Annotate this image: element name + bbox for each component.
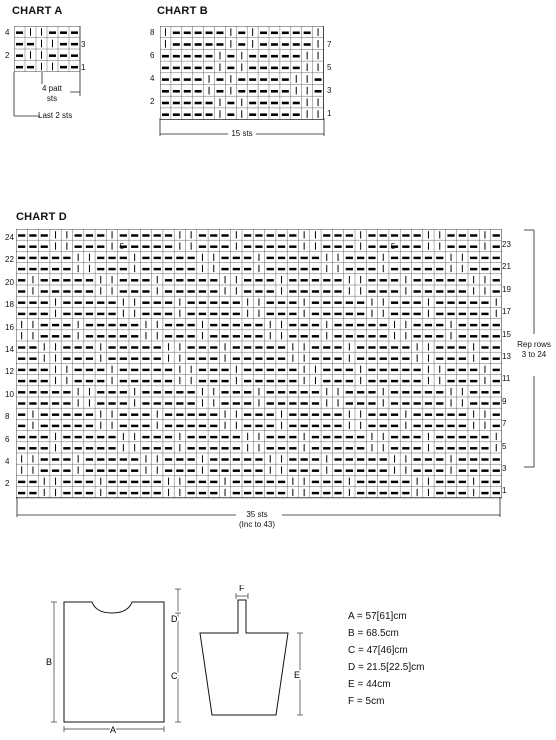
chart-d-repeat-label-line1: Rep rows [517, 340, 551, 349]
chart-a-title: CHART A [12, 5, 63, 17]
chart-b-title: CHART B [157, 5, 208, 17]
chart-a-row-1: 1 [81, 63, 86, 72]
measurement-d: D = 21.5[22.5]cm [348, 662, 425, 673]
body-label-b: B [46, 657, 53, 667]
chart-d-row-number-left: 12 [5, 367, 14, 377]
chart-b-row-1: 1 [327, 109, 332, 118]
chart-d-row-number-right: 3 [502, 464, 507, 473]
chart-b-row-4: 4 [150, 74, 155, 83]
chart-d-row-number-left: 14 [5, 345, 14, 354]
measurement-c: C = 47[46]cm [348, 645, 408, 656]
garment-schematic [40, 585, 330, 735]
chart-d-row-number-right: 5 [502, 441, 507, 451]
chart-d-title: CHART D [16, 211, 67, 223]
measurement-b: B = 68.5cm [348, 628, 399, 639]
sleeve-piece [200, 600, 288, 715]
body-label-d: D [171, 614, 178, 624]
chart-d-row-number-right: 13 [502, 352, 511, 361]
chart-d-row-number-right: 7 [502, 419, 507, 429]
chart-d-row-number-right: 9 [502, 396, 507, 406]
chart-b-row-6: 6 [150, 51, 155, 60]
chart-d-row-number-left: 24 [5, 233, 14, 242]
chart-d-width-label [229, 510, 285, 530]
body-dimension-lines [51, 589, 181, 732]
measurement-e: E = 44cm [348, 679, 391, 690]
chart-d-row-number-left: 6 [5, 434, 10, 444]
chart-b-row-2: 2 [150, 97, 155, 106]
chart-d-row-number-left: 4 [5, 457, 10, 466]
chart-a-patt-label-line2: sts [46, 94, 58, 103]
chart-d-row-number-right: 15 [502, 329, 511, 339]
chart-a-patt-label-line1: 4 patt [41, 84, 62, 93]
chart-d-row-number-right: 1 [502, 486, 507, 496]
chart-d-row-number-right: 21 [502, 262, 511, 272]
chart-d-row-number-left: 18 [5, 300, 14, 310]
sleeve-label-e: E [294, 670, 301, 680]
measurement-f: F = 5cm [348, 696, 385, 707]
chart-a-row-3: 3 [81, 40, 86, 49]
body-label-c: C [171, 671, 178, 681]
chart-d-repeat-label [514, 340, 554, 360]
chart-b-row-3: 3 [327, 86, 332, 95]
chart-d-row-number-right: 17 [502, 307, 511, 317]
chart-d-row-number-left: 2 [5, 479, 10, 489]
chart-d-repeat-label-line2: 3 to 24 [521, 350, 547, 359]
chart-d-row-number-left: 22 [5, 255, 14, 265]
chart-d-row-number-left: 10 [5, 389, 14, 399]
chart-d-five-symbol: 5 [390, 242, 396, 252]
body-label-a: A [110, 725, 117, 735]
chart-b-row-5: 5 [327, 63, 332, 72]
measurement-a: A = 57[61]cm [348, 611, 407, 622]
chart-d-row-number-left: 8 [5, 412, 10, 422]
sleeve-label-f: F [239, 585, 245, 593]
chart-b-width-label: 15 sts [231, 129, 253, 138]
chart-d-row-number-right: 11 [502, 374, 511, 384]
chart-a-patt-label [34, 84, 70, 104]
measurements-list [348, 608, 424, 710]
chart-d-width-label-line2: (Inc to 43) [238, 520, 275, 529]
body-piece [64, 602, 164, 722]
chart-d-row-number-right: 19 [502, 284, 511, 294]
chart-d-five-symbol: 5 [119, 242, 125, 252]
chart-a-row-2: 2 [5, 51, 10, 60]
chart-b-grid [160, 26, 324, 120]
chart-d-row-number-right: 23 [502, 240, 511, 249]
chart-a-row-4: 4 [5, 28, 10, 37]
chart-d-grid [16, 229, 502, 499]
chart-a-grid [14, 26, 82, 72]
chart-d-width-label-line1: 35 sts [246, 510, 268, 519]
chart-b-row-8: 8 [150, 28, 155, 37]
chart-a-last-label: Last 2 sts [38, 111, 73, 120]
chart-d-row-number-left: 20 [5, 277, 14, 287]
chart-b-row-7: 7 [327, 40, 332, 49]
chart-d-row-number-left: 16 [5, 322, 14, 332]
